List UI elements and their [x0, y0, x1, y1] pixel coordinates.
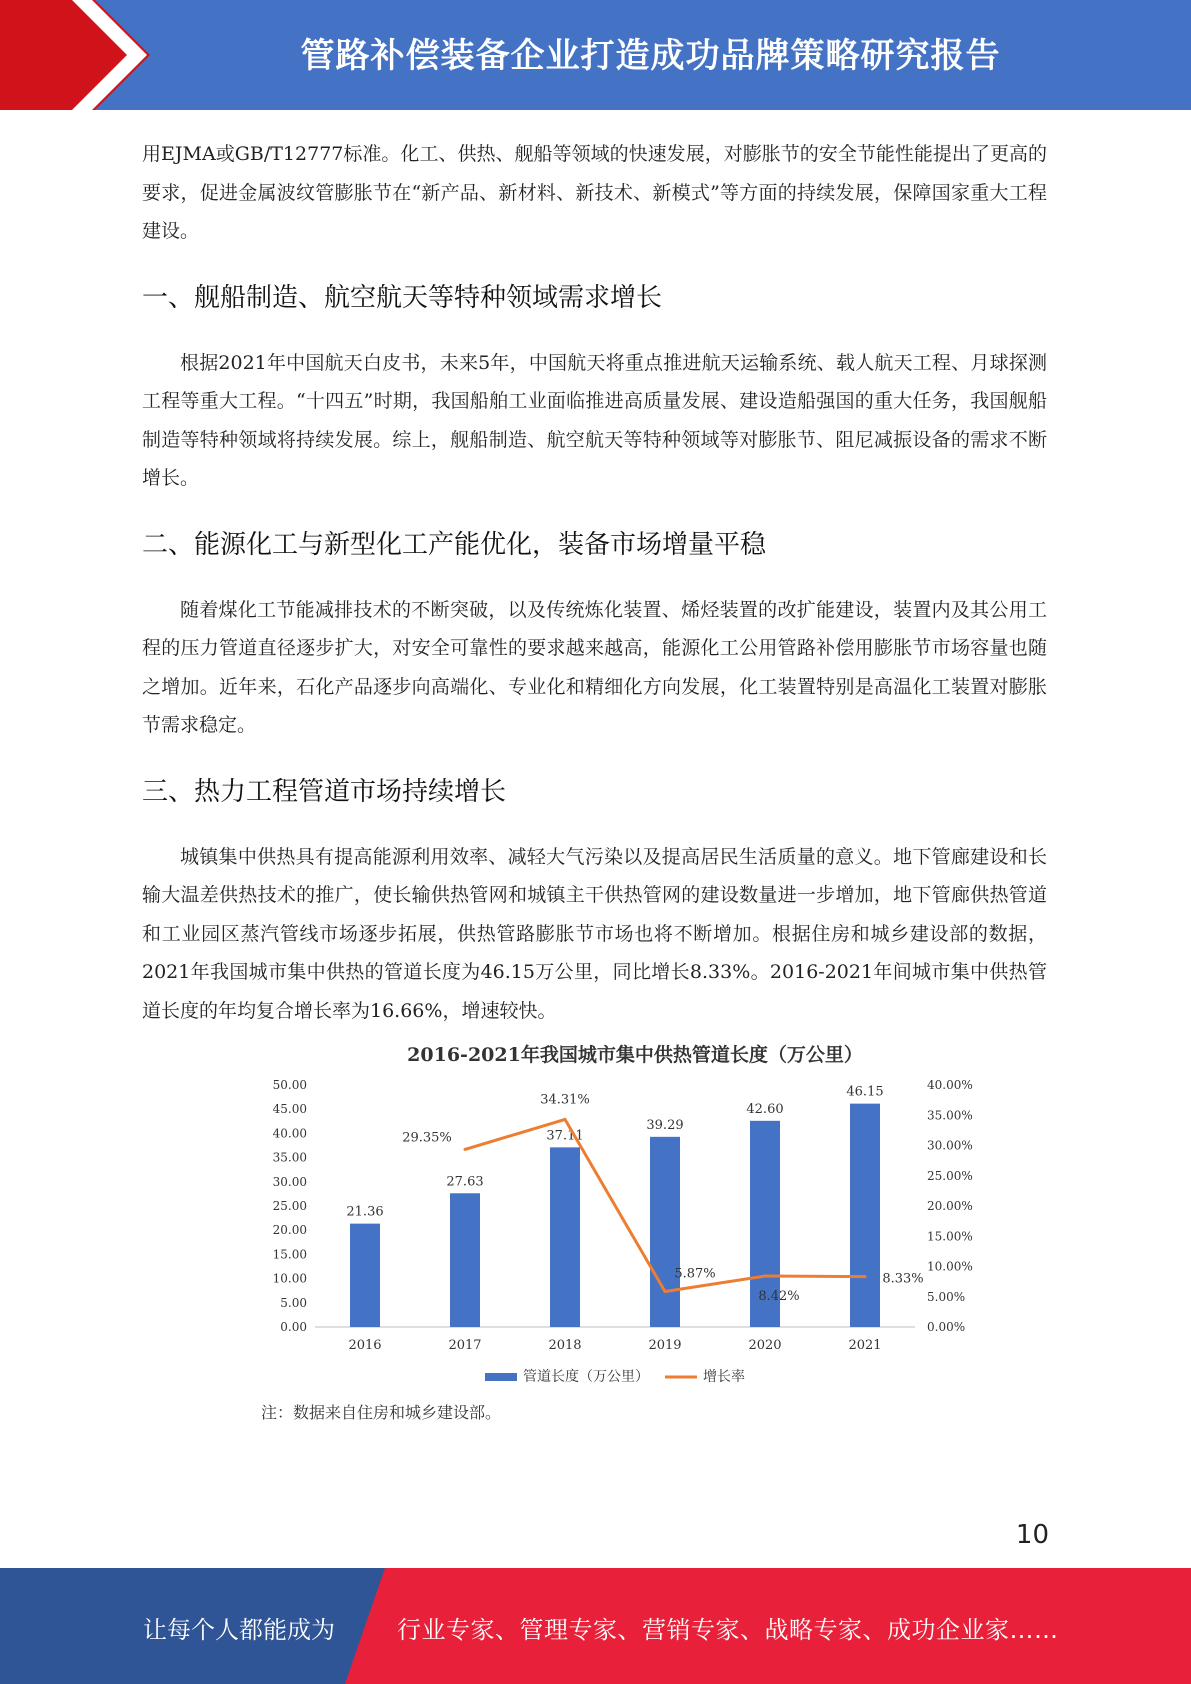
bar-value-label: 46.15: [846, 1084, 884, 1100]
growth-rate-point: [464, 1148, 467, 1151]
y-left-tick-label: 5.00: [280, 1295, 307, 1310]
growth-rate-point: [664, 1290, 667, 1293]
header-arrow-decoration: [0, 0, 160, 110]
y-left-tick-label: 25.00: [272, 1199, 307, 1213]
y-left-tick-label: 40.00: [272, 1126, 307, 1141]
bar: [450, 1193, 480, 1327]
y-left-tick-label: 50.00: [272, 1078, 307, 1092]
bar: [550, 1147, 580, 1327]
section-3-heading: 三、热力工程管道市场持续增长: [142, 776, 507, 807]
section-1-heading: 一、舰船制造、航空航天等特种领域需求增长: [142, 282, 663, 313]
y-right-tick-label: 15.00%: [927, 1229, 973, 1244]
section-1-paragraph: 根据2021年中国航天白皮书，未来5年，中国航天将重点推进航天运输系统、载人航天工程、月球探测工程等重大工程。“十四五”时期，我国船舶工业面临推进高质量发展、建设造船强国的重大任务，我国舰船制造等特种领域将持续发展。综上，舰船制造、航空航天等特种领域等对膨胀节、阻尼减振设备的需求不断增长。: [142, 351, 1047, 489]
article-body: [142, 135, 1047, 1030]
x-tick-label: 2016: [348, 1338, 382, 1353]
intro-paragraph: 用EJMA或GB/T12777标准。化工、供热、舰船等领域的快速发展，对膨胀节的安全节能性能提出了更高的要求，促进金属波纹管膨胀节在“新产品、新材料、新技术、新模式”等方面的持续发展，保障国家重大工程建设。: [142, 143, 1047, 242]
x-tick-label: 2019: [648, 1338, 682, 1353]
bar: [350, 1224, 380, 1327]
section-2-paragraph: 随着煤化工节能减排技术的不断突破，以及传统炼化装置、烯烃装置的改扩能建设，装置内及其公用工程的压力管道直径逐步扩大，对安全可靠性的要求越来越高，能源化工公用管路补偿用膨胀节市场容量也随之增加。近年来，石化产品逐步向高端化、专业化和精细化方向发展，化工装置特别是高温化工装置对膨胀节需求稳定。: [142, 598, 1047, 736]
y-left-tick-label: 10.00: [272, 1271, 307, 1286]
y-left-tick-label: 20.00: [272, 1223, 307, 1238]
y-left-tick-label: 15.00: [272, 1247, 307, 1262]
bar: [850, 1104, 880, 1327]
growth-rate-label: 8.42%: [758, 1289, 800, 1305]
growth-rate-point: [564, 1118, 567, 1121]
bar-value-label: 21.36: [346, 1204, 384, 1220]
y-right-tick-label: 20.00%: [927, 1199, 973, 1213]
legend-bar-label: 管道长度（万公里）: [523, 1369, 649, 1385]
page-number: 10: [1015, 1520, 1049, 1550]
bar: [650, 1137, 680, 1327]
x-tick-label: 2020: [748, 1338, 782, 1353]
y-right-tick-label: 35.00%: [927, 1108, 973, 1123]
chart-title: 2016-2021年我国城市集中供热管道长度（万公里）: [407, 1044, 863, 1066]
chart-note: 注：数据来自住房和城乡建设部。: [261, 1403, 502, 1422]
x-tick-label: 2017: [448, 1338, 482, 1353]
y-right-tick-label: 5.00%: [927, 1289, 966, 1304]
growth-rate-point: [864, 1275, 867, 1278]
legend-line-label: 增长率: [703, 1369, 745, 1385]
y-right-tick-label: 0.00%: [927, 1320, 966, 1334]
bar-value-label: 42.60: [746, 1101, 784, 1117]
y-left-tick-label: 35.00: [272, 1150, 307, 1165]
legend-bar-swatch: [485, 1373, 517, 1381]
growth-rate-label: 34.31%: [540, 1092, 590, 1108]
footer-slogan-right: 行业专家、管理专家、营销专家、战略专家、成功企业家……: [397, 1616, 1059, 1644]
bar-value-label: 37.11: [546, 1128, 584, 1144]
section-3-paragraph: 城镇集中供热具有提高能源利用效率、减轻大气污染以及提高居民生活质量的意义。地下管廊建设和长输大温差供热技术的推广，使长输供热管网和城镇主干供热管网的建设数量进一步增加，地下管廊供热管道和工业园区蒸汽管线市场逐步拓展，供热管路膨胀节市场也将不断增加。根据住房和城乡建设部的数据，2021年我国城市集中供热的管道长度为46.15万公里，同比增长8.33%。2016-2021年间城市集中供热管道长度的年均复合增长率为16.66%，增速较快。: [142, 845, 1047, 1022]
y-right-tick-label: 25.00%: [927, 1168, 973, 1183]
chart-canvas: [255, 1030, 1015, 1400]
footer-slogan-left: 让每个人都能成为: [143, 1616, 335, 1644]
growth-rate-label: 29.35%: [402, 1130, 452, 1146]
bar-value-label: 39.29: [646, 1117, 684, 1133]
section-2-heading: 二、能源化工与新型化工产能优化，装备市场增量平稳: [142, 529, 767, 560]
y-left-tick-label: 0.00: [280, 1320, 307, 1334]
x-tick-label: 2021: [848, 1338, 882, 1353]
y-right-tick-label: 30.00%: [927, 1138, 973, 1153]
header-title: 管路补偿装备企业打造成功品牌策略研究报告: [300, 36, 1001, 76]
growth-rate-point: [764, 1275, 767, 1278]
y-left-tick-label: 30.00: [272, 1174, 307, 1189]
x-tick-label: 2018: [548, 1338, 582, 1353]
growth-rate-label: 5.87%: [674, 1266, 716, 1282]
y-right-tick-label: 10.00%: [927, 1259, 973, 1274]
growth-rate-label: 8.33%: [882, 1271, 924, 1287]
y-right-tick-label: 40.00%: [927, 1078, 973, 1092]
page-header: [0, 0, 1191, 110]
y-left-tick-label: 45.00: [272, 1102, 307, 1117]
bar-value-label: 27.63: [446, 1174, 484, 1190]
heating-pipeline-chart: [255, 1030, 1015, 1440]
page-footer: [0, 1568, 1191, 1684]
